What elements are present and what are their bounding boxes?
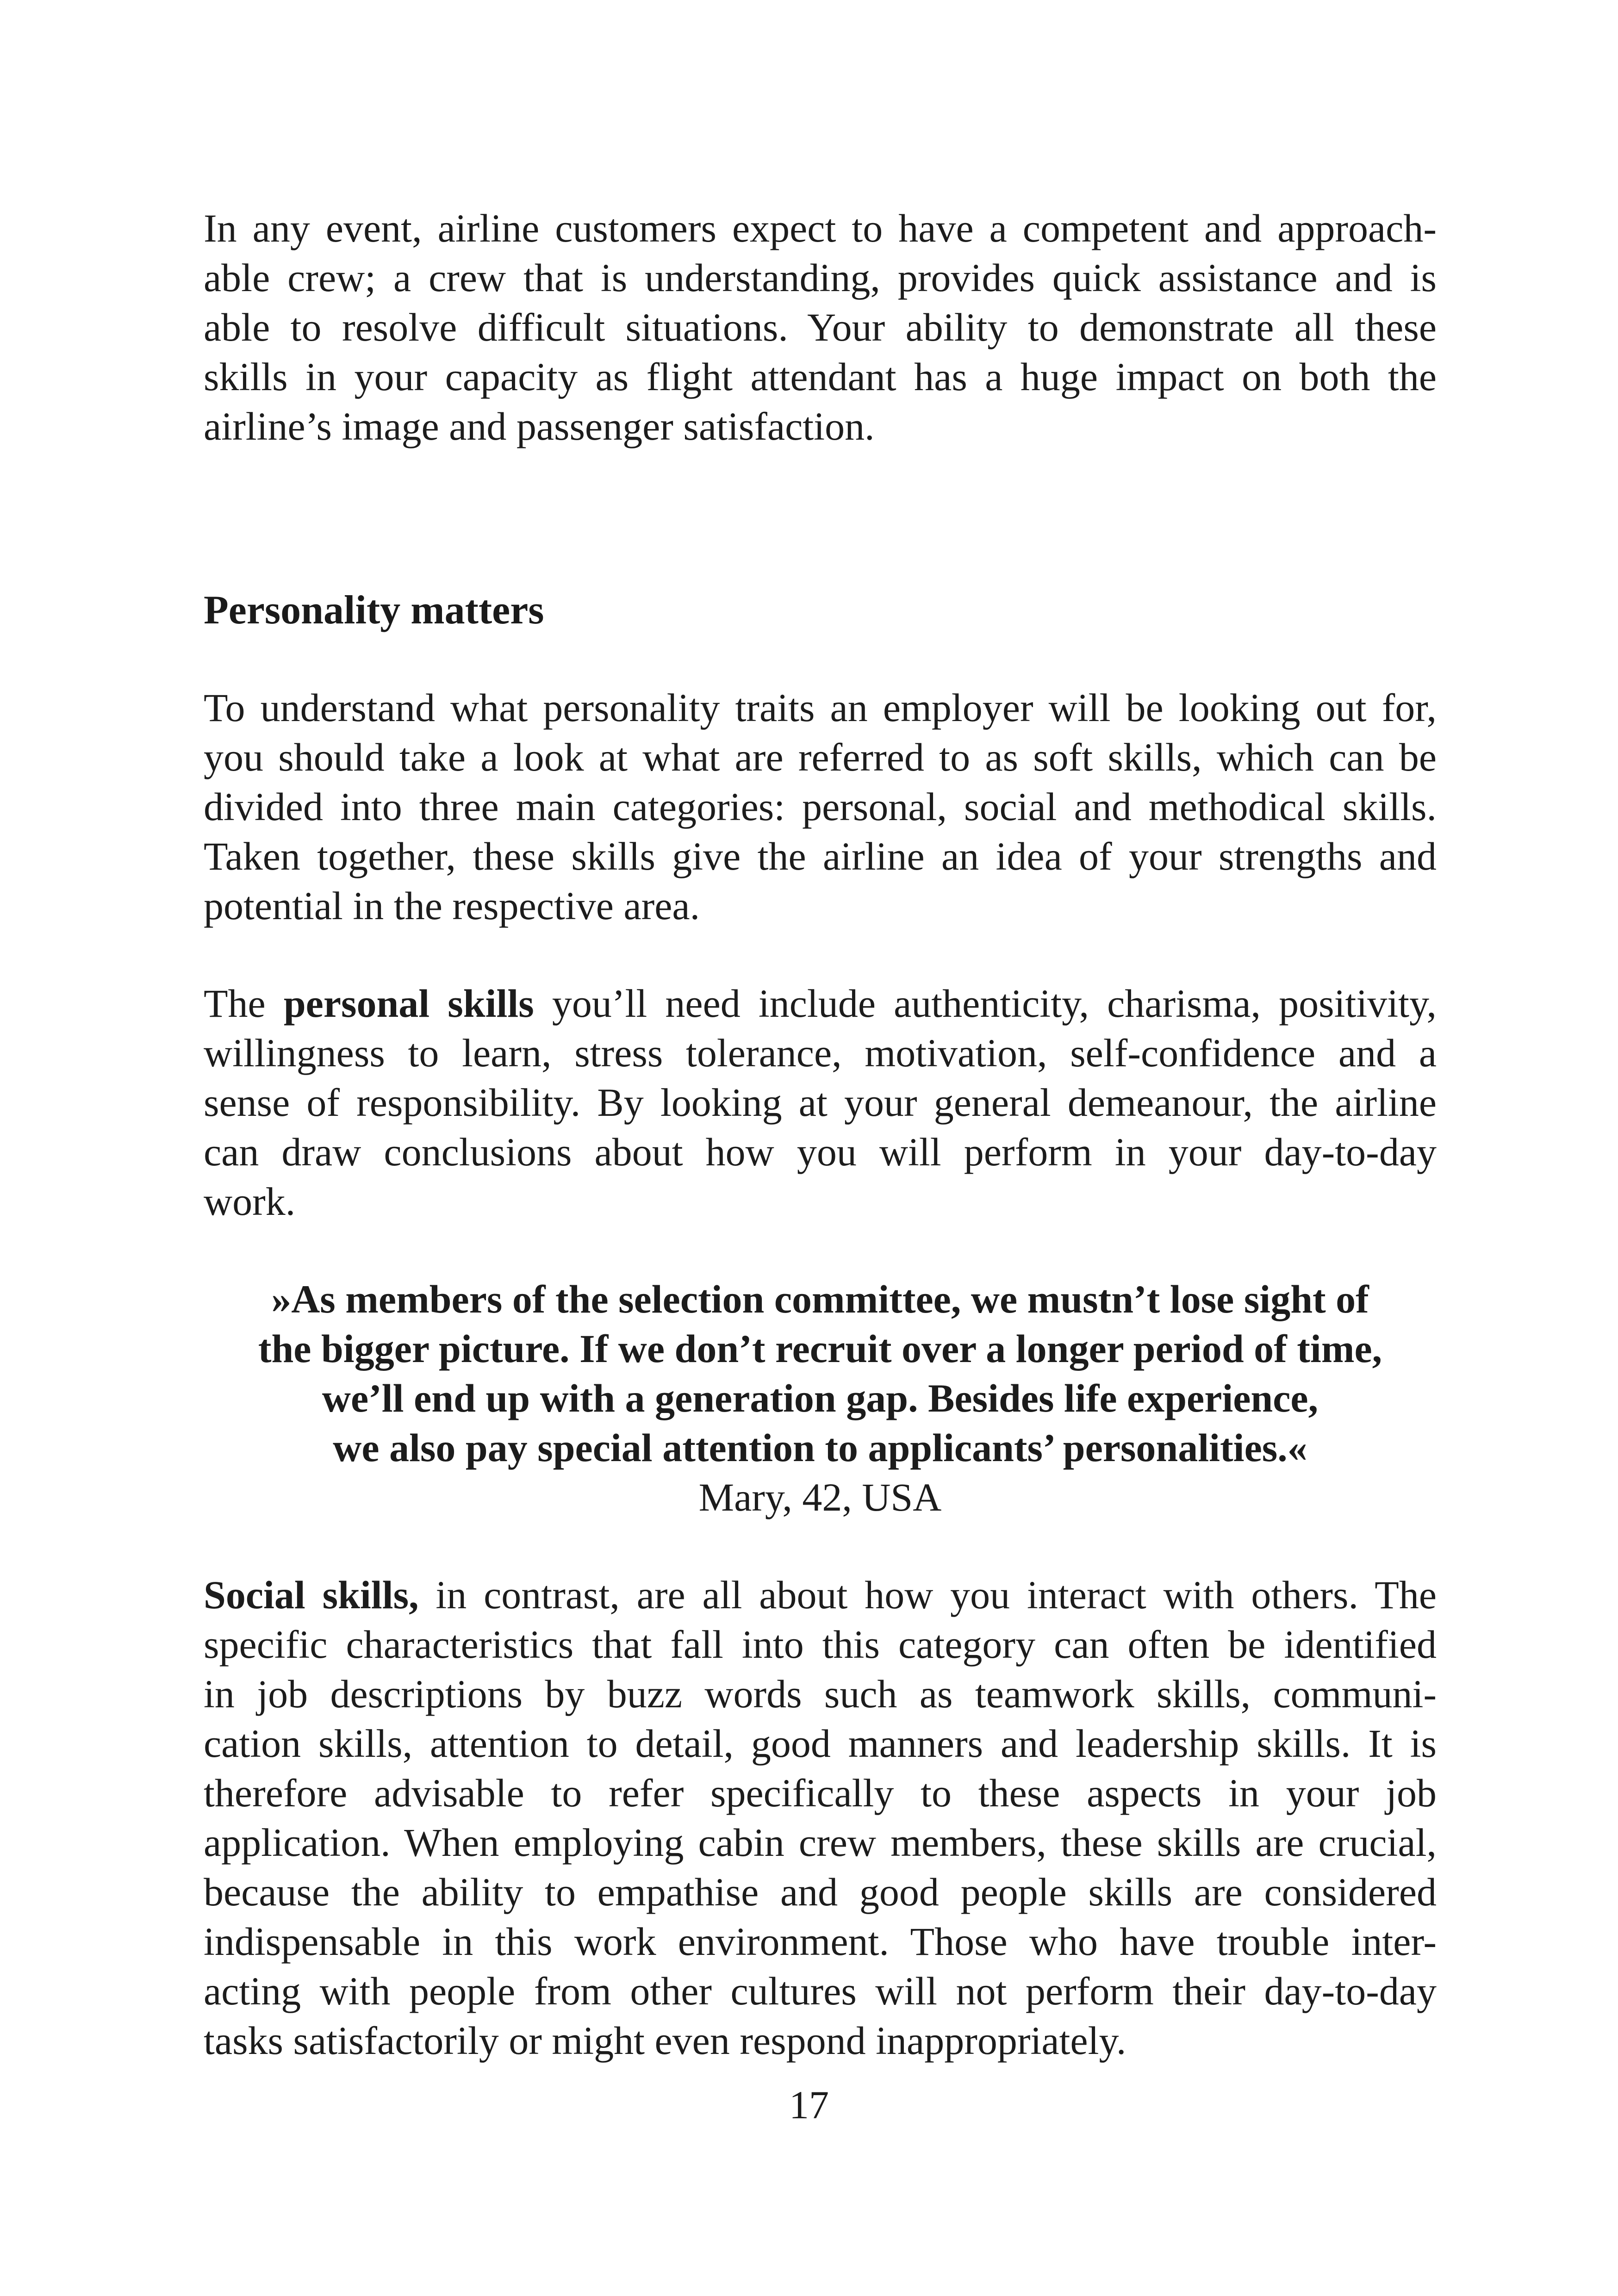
text-line: acting with people from other cultures will not perform their day-to-day bbox=[204, 1969, 1437, 2013]
quote-line: the bigger picture. If we don’t recruit over a longer period of time, bbox=[258, 1326, 1382, 1371]
line-rest-text: you’ll need include authenticity, charisma, positivity, bbox=[534, 981, 1437, 1026]
text-line: because the ability to empathise and good people skills are considered bbox=[204, 1870, 1437, 1914]
soft-skills-paragraph bbox=[204, 683, 1437, 931]
quote-line: we’ll end up with a generation gap. Besides life experience, bbox=[322, 1376, 1319, 1420]
text-line: tasks satisfactorily or might even respond inappropriately. bbox=[204, 2018, 1126, 2063]
text-line: application. When employing cabin crew members, these skills are crucial, bbox=[204, 1820, 1437, 1865]
text-line: potential in the respective area. bbox=[204, 884, 700, 928]
text-line: can draw conclusions about how you will perform in your day-to-day bbox=[204, 1130, 1437, 1174]
text-line: In any event, airline customers expect to have a competent and approach- bbox=[204, 206, 1437, 250]
text-line: specific characteristics that fall into this category can often be identified bbox=[204, 1622, 1437, 1667]
text-line: work. bbox=[204, 1179, 296, 1224]
text-line: skills in your capacity as flight attendant has a huge impact on both the bbox=[204, 355, 1437, 399]
intro-paragraph bbox=[204, 204, 1437, 451]
page-body bbox=[204, 204, 1437, 2066]
text-line: therefore advisable to refer specifically to these aspects in your job bbox=[204, 1771, 1437, 1815]
text-line bbox=[204, 1570, 1437, 1620]
line-rest-text: in contrast, are all about how you interact with others. The bbox=[418, 1573, 1437, 1617]
section-heading: Personality matters bbox=[204, 588, 544, 633]
text-line: cation skills, attention to detail, good manners and leadership skills. It is bbox=[204, 1721, 1437, 1766]
quote-line: »As members of the selection committee, we mustn’t lose sight of bbox=[271, 1277, 1369, 1321]
social-skills-term: Social skills, bbox=[204, 1573, 419, 1617]
text-line: able crew; a crew that is understanding, provides quick assistance and is bbox=[204, 255, 1437, 300]
text-line: indispensable in this work environment. Those who have trouble inter- bbox=[204, 1919, 1437, 1964]
text-line: in job descriptions by buzz words such as teamwork skills, communi- bbox=[204, 1672, 1437, 1716]
text-line: sense of responsibility. By looking at your general demeanour, the airline bbox=[204, 1080, 1437, 1125]
personal-skills-term: personal skills bbox=[283, 981, 534, 1026]
text-line: willingness to learn, stress tolerance, motivation, self-confidence and a bbox=[204, 1031, 1437, 1075]
text-line: airline’s image and passenger satisfaction. bbox=[204, 404, 875, 448]
pull-quote bbox=[204, 1275, 1437, 1522]
quote-attribution: Mary, 42, USA bbox=[698, 1475, 942, 1519]
text-line: divided into three main categories: personal, social and methodical skills. bbox=[204, 784, 1437, 829]
page-number: 17 bbox=[789, 2083, 829, 2127]
quote-line: we also pay special attention to applicants’ personalities.« bbox=[333, 1425, 1307, 1470]
lead-in-text: The bbox=[204, 981, 284, 1026]
social-skills-paragraph bbox=[204, 1570, 1437, 2066]
text-line: you should take a look at what are referred to as soft skills, which can be bbox=[204, 735, 1437, 779]
text-line: Taken together, these skills give the airline an idea of your strengths and bbox=[204, 834, 1437, 878]
personal-skills-paragraph bbox=[204, 979, 1437, 1226]
text-line bbox=[204, 979, 1437, 1028]
text-line: able to resolve difficult situations. Your ability to demonstrate all these bbox=[204, 305, 1437, 349]
text-line: To understand what personality traits an employer will be looking out for, bbox=[204, 685, 1437, 730]
